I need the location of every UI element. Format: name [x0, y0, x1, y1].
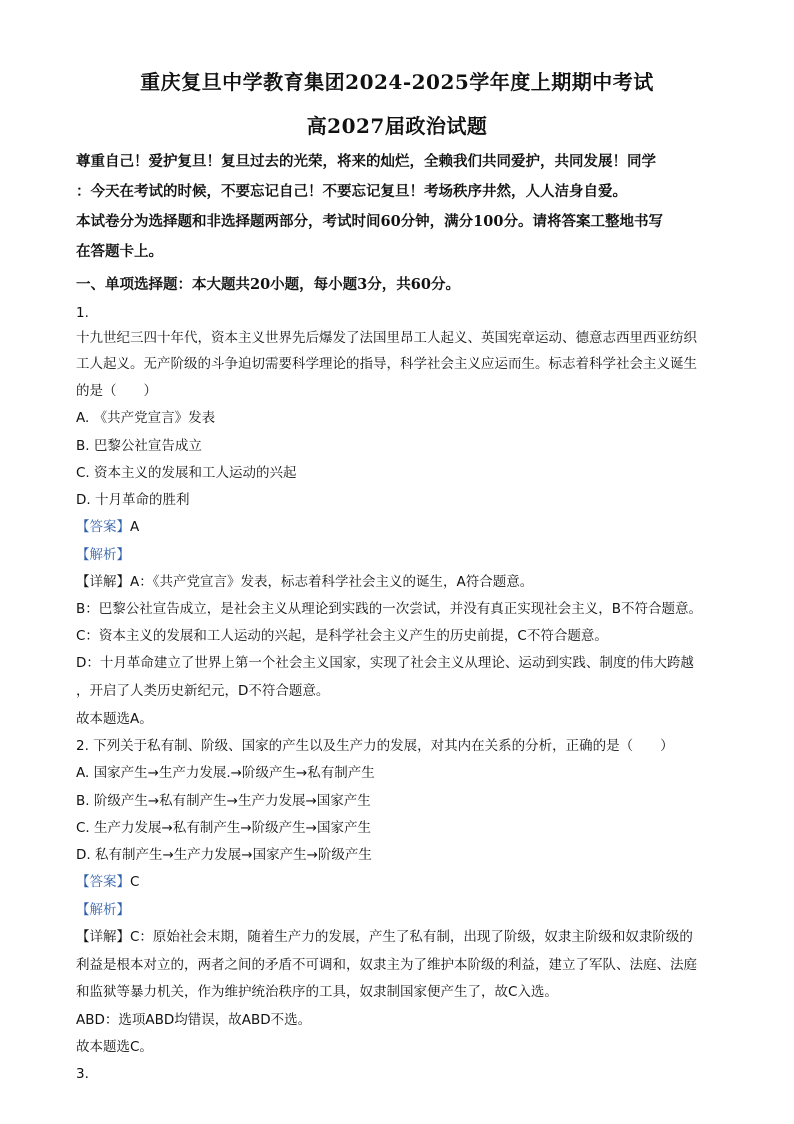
q1-detail-text-1: A：《共产党宣言》发表，标志着科学社会主义的诞生，A符合题意。 [130, 574, 534, 590]
exam-subtitle: 高2027届政治试题 [306, 114, 488, 138]
q1-conclusion: 故本题选A。 [76, 711, 153, 727]
q1-option-b: B. 巴黎公社宣告成立 [76, 438, 202, 454]
intro-line-3: 本试卷分为选择题和非选择题两部分，考试时间60分钟，满分100分。请将答案工整地书写 [76, 213, 663, 230]
q2-detail-text-1: C：原始社会末期，随着生产力的发展，产生了私有制，出现了阶级，奴隶主阶级和奴隶阶级的 [130, 929, 693, 945]
q2-stem: 2. 下列关于私有制、阶级、国家的产生以及生产力的发展，对其内在关系的分析，正确的是（ ） [76, 738, 674, 754]
q1-option-c: C. 资本主义的发展和工人运动的兴起 [76, 465, 297, 481]
q2-option-b: B. 阶级产生→私有制产生→生产力发展→国家产生 [76, 793, 371, 809]
q1-stem-line-1: 十九世纪三四十年代，资本主义世界先后爆发了法国里昂工人起义、英国宪章运动、德意志西里西亚纺织 [76, 330, 697, 346]
q1-option-d: D. 十月革命的胜利 [76, 492, 190, 508]
q1-answer-value: A [130, 519, 140, 535]
q1-stem-line-2: 工人起义。无产阶级的斗争迫切需要科学理论的指导，科学社会主义应运而生。标志着科学社会主义诞生 [76, 356, 697, 372]
q2-detail-label: 【详解】 [76, 929, 130, 945]
q1-stem-line-3: 的是（ ） [76, 383, 157, 399]
q2-answer-value: C [130, 874, 140, 890]
q1-detail-line-4: D：十月革命建立了世界上第一个社会主义国家，实现了社会主义从理论、运动到实践、制度的伟大跨越 [76, 655, 694, 671]
q1-detail-line-1 [76, 572, 726, 592]
q2-conclusion: 故本题选C。 [76, 1039, 153, 1055]
q2-analysis-label: 【解析】 [76, 902, 130, 918]
q1-answer-label: 【答案】 [76, 519, 130, 535]
q2-answer-label: 【答案】 [76, 874, 130, 890]
intro-line-1: 尊重自己！爱护复旦！复旦过去的光荣，将来的灿烂，全赖我们共同爱护，共同发展！同学 [76, 153, 656, 170]
q2-detail-line-2: 利益是根本对立的，两者之间的矛盾不可调和，奴隶主为了维护本阶级的利益，建立了军队、法庭、法庭 [76, 957, 697, 973]
exam-title: 重庆复旦中学教育集团2024-2025学年度上期期中考试 [140, 70, 654, 94]
q2-detail-line-1 [76, 927, 726, 947]
q1-detail-line-2: B：巴黎公社宣告成立，是社会主义从理论到实践的一次尝试，并没有真正实现社会主义，B不符合题意。 [76, 601, 703, 617]
intro-line-2: ：今天在考试的时候，不要忘记自己！不要忘记复旦！考场秩序井然，人人洁身自爱。 [76, 183, 627, 200]
q1-detail-label: 【详解】 [76, 574, 130, 590]
intro-line-4: 在答题卡上。 [76, 243, 163, 260]
q3-number: 3. [76, 1066, 89, 1082]
q1-answer [76, 517, 726, 537]
q1-detail-line-3: C：资本主义的发展和工人运动的兴起，是科学社会主义产生的历史前提，C不符合题意。 [76, 628, 608, 644]
q1-option-a: A. 《共产党宣言》发表 [76, 410, 216, 426]
section-heading: 一、单项选择题：本大题共20小题，每小题3分，共60分。 [76, 276, 460, 293]
q1-detail-line-5: ，开启了人类历史新纪元，D不符合题意。 [76, 683, 330, 699]
q1-number: 1. [76, 305, 89, 321]
q2-option-d: D. 私有制产生→生产力发展→国家产生→阶级产生 [76, 847, 372, 863]
q2-option-c: C. 生产力发展→私有制产生→阶级产生→国家产生 [76, 820, 371, 836]
q2-answer [76, 872, 726, 892]
q2-detail-line-4: ABD：选项ABD均错误，故ABD不选。 [76, 1012, 312, 1028]
q1-analysis-label: 【解析】 [76, 547, 130, 563]
q2-option-a: A. 国家产生→生产力发展.→阶级产生→私有制产生 [76, 765, 375, 781]
q2-detail-line-3: 和监狱等暴力机关，作为维护统治秩序的工具，奴隶制国家便产生了，故C入选。 [76, 984, 558, 1000]
